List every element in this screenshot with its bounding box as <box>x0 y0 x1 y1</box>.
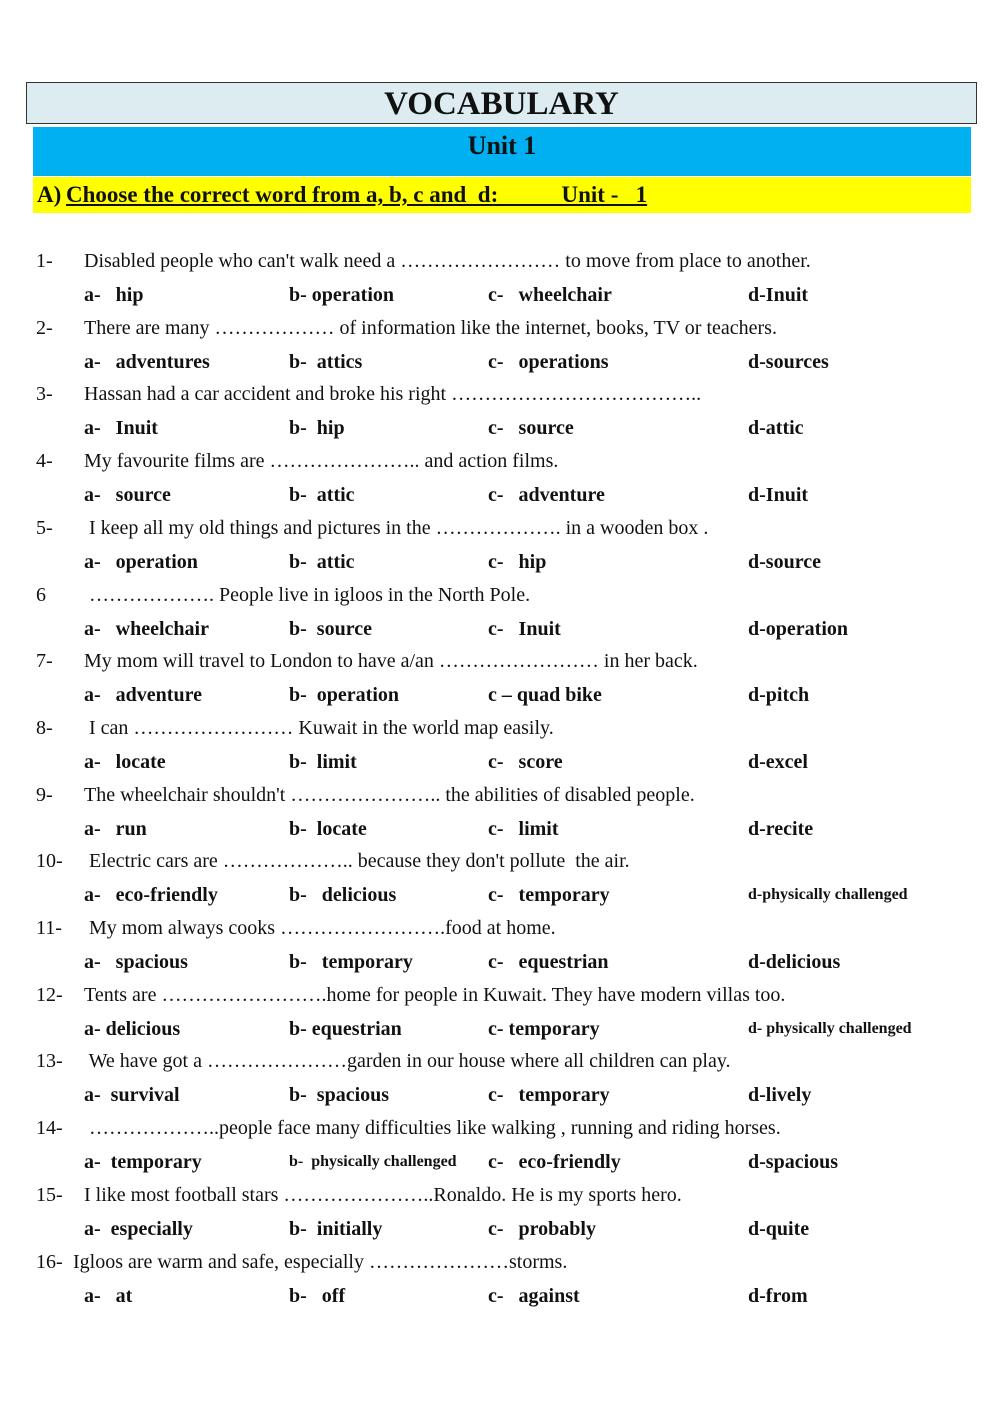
question-text: I keep all my old things and pictures in the ………………. in a wooden box . <box>84 517 709 539</box>
answer-option-c[interactable]: c- temporary <box>488 1018 600 1040</box>
answer-option-c[interactable]: c- limit <box>488 818 559 840</box>
answer-options <box>0 683 993 713</box>
answer-options <box>0 817 993 847</box>
question-row <box>0 1250 993 1284</box>
answer-options <box>0 1217 993 1247</box>
question-row <box>0 783 993 817</box>
question-number: 10- <box>36 850 63 872</box>
answer-option-b[interactable]: b- temporary <box>289 951 413 973</box>
answer-option-d[interactable]: d- physically challenged <box>748 1020 912 1037</box>
question-text: ………………..people face many difficulties like walking , running and riding horses. <box>84 1117 781 1139</box>
answer-option-d[interactable]: d-physically challenged <box>748 886 908 903</box>
question-text: Disabled people who can't walk need a …………………… to move from place to another. <box>84 250 811 272</box>
answer-option-c[interactable]: c- source <box>488 417 574 439</box>
question-number: 2- <box>36 317 53 339</box>
question-row <box>0 516 993 550</box>
question-number: 9- <box>36 784 53 806</box>
answer-options <box>0 550 993 580</box>
answer-option-a[interactable]: a- adventure <box>84 684 202 706</box>
unit-heading: Unit 1 <box>33 127 971 176</box>
question-number: 11- <box>36 917 62 939</box>
question-number: 3- <box>36 383 53 405</box>
answer-options <box>0 950 993 980</box>
answer-option-d[interactable]: d-Inuit <box>748 284 809 306</box>
answer-option-a[interactable]: a- eco-friendly <box>84 884 218 906</box>
answer-option-b[interactable]: b- limit <box>289 751 357 773</box>
question-text: I can …………………… Kuwait in the world map easily. <box>84 717 554 739</box>
section-letter: A) <box>37 182 62 207</box>
answer-option-d[interactable]: d-recite <box>748 818 814 840</box>
answer-options <box>0 617 993 647</box>
answer-options <box>0 1150 993 1180</box>
question-number: 8- <box>36 717 53 739</box>
question-text: Igloos are warm and safe, especially …………………storms. <box>73 1251 568 1273</box>
question-text: The wheelchair shouldn't ………………….. the abilities of disabled people. <box>84 784 695 806</box>
question-text: Electric cars are ……………….. because they don't pollute the air. <box>84 850 630 872</box>
answer-options <box>0 416 993 446</box>
answer-option-c[interactable]: c- temporary <box>488 884 610 906</box>
question-row <box>0 716 993 750</box>
answer-option-a[interactable]: a- wheelchair <box>84 618 209 640</box>
answer-option-d[interactable]: d-excel <box>748 751 808 773</box>
answer-option-a[interactable]: a- Inuit <box>84 417 158 439</box>
question-text: My favourite films are ………………….. and action films. <box>84 450 559 472</box>
answer-option-d[interactable]: d-delicious <box>748 951 841 973</box>
answer-option-a[interactable]: a- temporary <box>84 1151 202 1173</box>
question-number: 6 <box>36 584 46 606</box>
question-row <box>0 849 993 883</box>
answer-option-b[interactable]: b- attic <box>289 484 355 506</box>
question-text: ………………. People live in igloos in the North Pole. <box>84 584 531 606</box>
answer-options <box>0 483 993 513</box>
answer-options <box>0 750 993 780</box>
answer-option-b[interactable]: b- attics <box>289 351 363 373</box>
answer-option-d[interactable]: d-operation <box>748 618 848 640</box>
answer-options <box>0 283 993 313</box>
answer-options <box>0 1083 993 1113</box>
answer-option-d[interactable]: d-attic <box>748 417 804 439</box>
question-row <box>0 249 993 283</box>
question-row <box>0 1183 993 1217</box>
instruction-banner <box>33 177 971 213</box>
answer-option-d[interactable]: d-from <box>748 1285 808 1307</box>
question-number: 4- <box>36 450 53 472</box>
answer-option-c[interactable]: c- equestrian <box>488 951 609 973</box>
instruction-text: Choose the correct word from a, b, c and d: Unit - 1 <box>66 182 648 207</box>
question-number: 16- <box>36 1251 63 1273</box>
page-title: VOCABULARY <box>26 82 977 124</box>
answer-option-a[interactable]: a- spacious <box>84 951 188 973</box>
answer-option-d[interactable]: d-spacious <box>748 1151 839 1173</box>
answer-option-d[interactable]: d-lively <box>748 1084 812 1106</box>
answer-option-b[interactable]: b- operation <box>289 284 394 306</box>
answer-option-b[interactable]: b- physically challenged <box>289 1153 457 1170</box>
answer-option-d[interactable]: d-Inuit <box>748 484 809 506</box>
answer-option-c[interactable]: c- hip <box>488 551 547 573</box>
question-row <box>0 1049 993 1083</box>
question-text: My mom always cooks …………………….food at home. <box>84 917 556 939</box>
question-number: 12- <box>36 984 63 1006</box>
answer-option-d[interactable]: d-source <box>748 551 821 573</box>
question-row <box>0 449 993 483</box>
question-number: 1- <box>36 250 53 272</box>
question-text: We have got a …………………garden in our house where all children can play. <box>84 1050 731 1072</box>
answer-option-d[interactable]: d-pitch <box>748 684 810 706</box>
answer-options <box>0 1017 993 1047</box>
question-row <box>0 382 993 416</box>
question-row <box>0 583 993 617</box>
question-number: 5- <box>36 517 53 539</box>
question-row <box>0 983 993 1017</box>
answer-options <box>0 1284 993 1314</box>
answer-option-c[interactable]: c – quad bike <box>488 684 602 706</box>
answer-option-c[interactable]: c- probably <box>488 1218 596 1240</box>
question-text: There are many ……………… of information like the internet, books, TV or teachers. <box>84 317 777 339</box>
answer-option-a[interactable]: a- especially <box>84 1218 193 1240</box>
answer-option-b[interactable]: b- operation <box>289 684 399 706</box>
answer-options <box>0 883 993 913</box>
answer-option-a[interactable]: a- source <box>84 484 171 506</box>
answer-option-c[interactable]: c- adventure <box>488 484 605 506</box>
answer-option-c[interactable]: c- wheelchair <box>488 284 612 306</box>
answer-option-a[interactable]: a- run <box>84 818 147 840</box>
question-number: 14- <box>36 1117 63 1139</box>
answer-option-b[interactable]: b- delicious <box>289 884 397 906</box>
answer-option-a[interactable]: a- locate <box>84 751 166 773</box>
answer-option-b[interactable]: b- locate <box>289 818 367 840</box>
answer-option-a[interactable]: a- operation <box>84 551 198 573</box>
answer-option-b[interactable]: b- attic <box>289 551 355 573</box>
answer-option-c[interactable]: c- operations <box>488 351 609 373</box>
answer-option-d[interactable]: d-sources <box>748 351 829 373</box>
answer-option-c[interactable]: c- temporary <box>488 1084 610 1106</box>
answer-option-b[interactable]: b- spacious <box>289 1084 390 1106</box>
answer-option-a[interactable]: a- delicious <box>84 1018 181 1040</box>
answer-option-c[interactable]: c- score <box>488 751 563 773</box>
answer-option-c[interactable]: c- Inuit <box>488 618 561 640</box>
question-row <box>0 1116 993 1150</box>
answer-option-a[interactable]: a- adventures <box>84 351 210 373</box>
question-text: I like most football stars …………………..Ronaldo. He is my sports hero. <box>84 1184 682 1206</box>
answer-option-b[interactable]: b- hip <box>289 417 345 439</box>
answer-option-b[interactable]: b- source <box>289 618 372 640</box>
question-number: 13- <box>36 1050 63 1072</box>
answer-option-a[interactable]: a- survival <box>84 1084 180 1106</box>
answer-option-c[interactable]: c- eco-friendly <box>488 1151 621 1173</box>
question-number: 7- <box>36 650 53 672</box>
question-text: Hassan had a car accident and broke his right ……………………………….. <box>84 383 702 405</box>
answer-option-c[interactable]: c- against <box>488 1285 580 1307</box>
answer-option-b[interactable]: b- initially <box>289 1218 383 1240</box>
question-row <box>0 916 993 950</box>
answer-option-a[interactable]: a- at <box>84 1285 133 1307</box>
question-text: My mom will travel to London to have a/an …………………… in her back. <box>84 650 698 672</box>
answer-option-d[interactable]: d-quite <box>748 1218 810 1240</box>
question-text: Tents are …………………….home for people in Kuwait. They have modern villas too. <box>84 984 786 1006</box>
question-row <box>0 649 993 683</box>
question-number: 15- <box>36 1184 63 1206</box>
answer-option-b[interactable]: b- off <box>289 1285 346 1307</box>
question-row <box>0 316 993 350</box>
answer-option-b[interactable]: b- equestrian <box>289 1018 402 1040</box>
answer-option-a[interactable]: a- hip <box>84 284 144 306</box>
answer-options <box>0 350 993 380</box>
